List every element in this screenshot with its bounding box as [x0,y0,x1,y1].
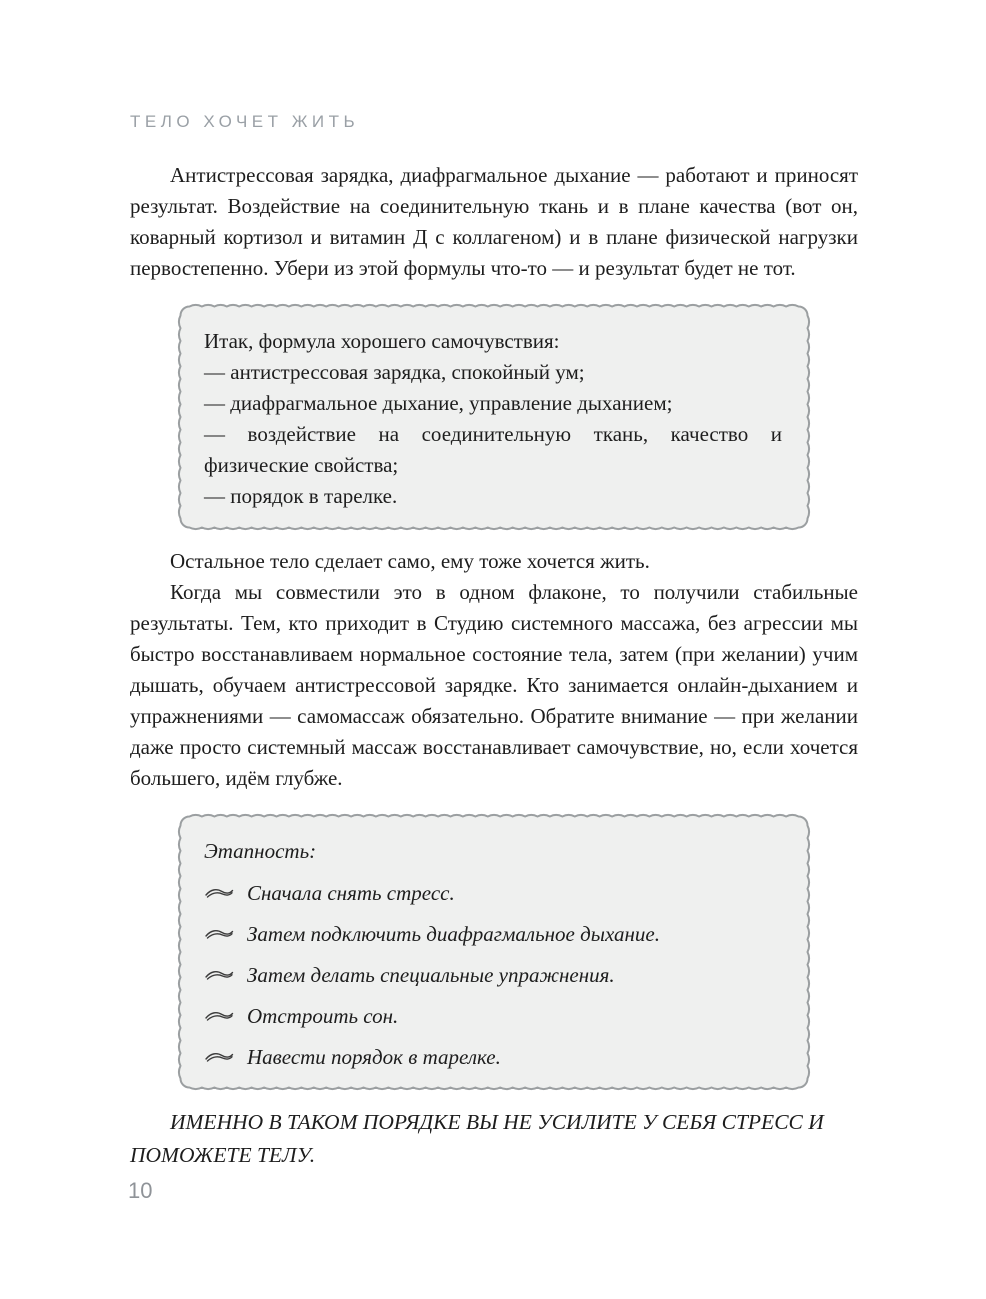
running-head: ТЕЛО ХОЧЕТ ЖИТЬ [130,112,360,131]
stage-text: Затем подключить диафрагмальное дыхание. [247,922,660,946]
wave-bullet-icon [204,968,234,982]
stage-item [204,878,782,908]
stages-box [176,812,812,1092]
stage-text: Отстроить сон. [247,1004,399,1028]
wave-bullet-icon [204,1009,234,1023]
stage-item [204,1001,782,1031]
paragraph-studio: Когда мы совместили это в одном флаконе, то получили стабильные результаты. Тем, кто приходит в Студию системного массажа, без агрессии мы быстро восстанавливаем нормальное состояние тела, затем (при желании) учим дышать, обучаем антистрессовой зарядке. Кто занимается онлайн-дыханием и упражнениями — самомассаж обязательно. Обратите внимание — при желании даже просто системный массаж восстанавливает самочувствие, но, если хочется большего, идём глубже. [130,580,858,790]
formula-item: — порядок в тарелке. [204,484,398,508]
stages-title: Этапность: [204,839,317,863]
wave-bullet-icon [204,1050,234,1064]
stage-item [204,1042,782,1072]
paragraph-rest: Остальное тело сделает само, ему тоже хочется жить. [170,549,650,573]
wave-bullet-icon [204,927,234,941]
formula-item: — антистрессовая зарядка, спокойный ум; [204,360,585,384]
stages-box-content [176,812,812,1092]
stage-text: Затем делать специальные упражнения. [247,963,615,987]
stage-item [204,919,782,949]
formula-box [176,302,812,532]
stage-item [204,960,782,990]
closing-statement: ИМЕННО В ТАКОМ ПОРЯДКЕ ВЫ НЕ УСИЛИТЕ У СЕБЯ СТРЕСС И ПОМОЖЕТЕ ТЕЛУ. [130,1110,824,1167]
stage-text: Навести порядок в тарелке. [247,1045,501,1069]
formula-item: — диафрагмальное дыхание, управление дыханием; [204,391,673,415]
formula-item: — воздействие на соединительную ткань, качество и физические свойства; [204,422,782,477]
stage-text: Сначала снять стресс. [247,881,455,905]
formula-box-content [176,302,812,532]
formula-intro: Итак, формула хорошего самочувствия: [204,329,560,353]
wave-bullet-icon [204,886,234,900]
paragraph-intro: Антистрессовая зарядка, диафрагмальное дыхание — работают и приносят результат. Воздействие на соединительную ткань и в плане качества (вот он, коварный кортизол и витамин Д с коллагеном) и в плане физической нагрузки первостепенно. Убери из этой формулы что-то — и результат будет не тот. [130,163,858,280]
page-number: 10 [128,1178,153,1203]
